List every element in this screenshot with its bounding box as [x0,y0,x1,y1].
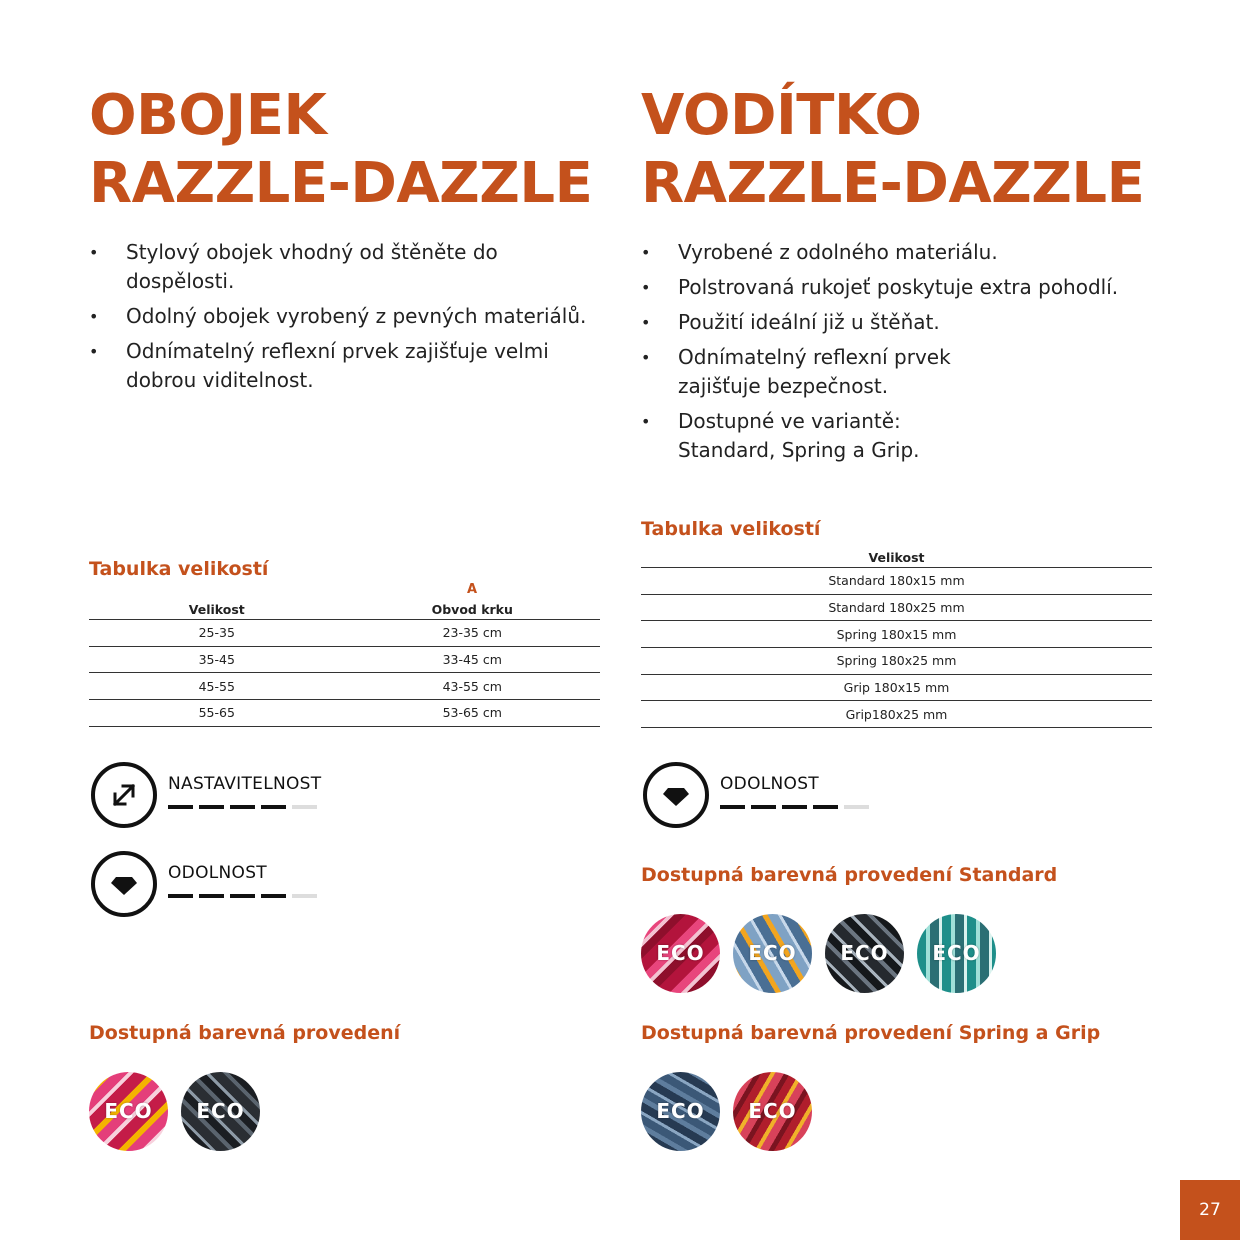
table-row: 35-45 33-45 cm [89,647,600,674]
feature-adjustability [91,762,391,828]
swatch-denim-blue: ECO [641,1072,720,1151]
collar-color-swatches [89,1072,260,1151]
list-item: • Odolný obojek vyrobený z pevných materiálů. [89,302,609,331]
leash-title-line1: VODÍTKO [641,83,922,148]
diamond-icon [91,851,157,917]
table-row: Spring 180x25 mm [641,648,1152,675]
swatch-teal: ECO [917,914,996,993]
leash-size-table-heading: Tabulka velikostí [641,518,821,540]
collar-title [89,82,592,218]
table-row: 55-65 53-65 cm [89,700,600,727]
feature-durability [643,762,943,828]
leash-standard-colors-heading: Dostupná barevná provedení Standard [641,864,1058,886]
collar-title-line1: OBOJEK [89,83,327,148]
rating-bar [168,894,317,898]
swatch-pink-red: ECO [641,914,720,993]
page-number: 27 [1180,1180,1240,1240]
list-item: • Odnímatelný reflexní prvek zajišťuje bezpečnost. [641,343,1021,401]
rating-dash-on [782,805,807,809]
table-row: Spring 180x15 mm [641,621,1152,648]
a-dimension-marker: A [467,582,478,597]
leash-standard-swatches [641,914,996,993]
table-row: Grip180x25 mm [641,701,1152,728]
table-row: Grip 180x15 mm [641,675,1152,702]
rating-bar [168,805,317,809]
table-row: Standard 180x25 mm [641,595,1152,622]
table-header [89,600,600,620]
column-header-size: Velikost [868,550,925,565]
swatch-red-yellow: ECO [733,1072,812,1151]
swatch-pink-yellow: ECO [89,1072,168,1151]
table-row: Standard 180x15 mm [641,568,1152,595]
feature-label: ODOLNOST [168,863,267,883]
swatch-dark-grey: ECO [181,1072,260,1151]
rating-dash-on [751,805,776,809]
list-item: • Vyrobené z odolného materiálu. [641,238,1118,267]
feature-durability [91,851,391,917]
rating-dash-on [230,894,255,898]
rating-dash-on [230,805,255,809]
rating-dash-on [168,805,193,809]
column-header-size: Velikost [188,602,245,617]
rating-bar [720,805,869,809]
leash-title [641,82,1144,218]
collar-colors-heading: Dostupná barevná provedení [89,1022,401,1044]
collar-size-table [89,600,600,727]
list-item: • Použití ideální již u štěňat. [641,308,1118,337]
rating-dash-on [813,805,838,809]
leash-title-line2: RAZZLE-DAZZLE [641,151,1145,216]
table-row: 25-35 23-35 cm [89,620,600,647]
rating-dash-off [844,805,869,809]
swatch-dark-grey: ECO [825,914,904,993]
table-header [641,548,1152,568]
rating-dash-on [261,894,286,898]
rating-dash-on [199,894,224,898]
rating-dash-off [292,894,317,898]
list-item: • Stylový obojek vhodný od štěněte do dospělosti. [89,238,609,296]
rating-dash-on [199,805,224,809]
collar-size-table-heading: Tabulka velikostí [89,558,269,580]
list-item: • Polstrovaná rukojeť poskytuje extra pohodlí. [641,273,1118,302]
rating-dash-on [168,894,193,898]
collar-feature-list [89,238,609,401]
diamond-icon [643,762,709,828]
feature-label: ODOLNOST [720,774,819,794]
table-row: 45-55 43-55 cm [89,673,600,700]
collar-title-line2: RAZZLE-DAZZLE [89,151,593,216]
leash-spring-grip-colors-heading: Dostupná barevná provedení Spring a Grip [641,1022,1101,1044]
leash-size-table [641,548,1152,728]
list-item: • Dostupné ve variantě: Standard, Spring a Grip. [641,407,961,465]
swatch-blue-yellow: ECO [733,914,812,993]
rating-dash-on [720,805,745,809]
column-header-neck: Obvod krku [431,602,513,617]
rating-dash-off [292,805,317,809]
feature-label: NASTAVITELNOST [168,774,322,794]
resize-arrows-icon [91,762,157,828]
leash-feature-list [641,238,1118,471]
rating-dash-on [261,805,286,809]
list-item: • Odnímatelný reflexní prvek zajišťuje velmi dobrou viditelnost. [89,337,609,395]
leash-spring-grip-swatches [641,1072,812,1151]
